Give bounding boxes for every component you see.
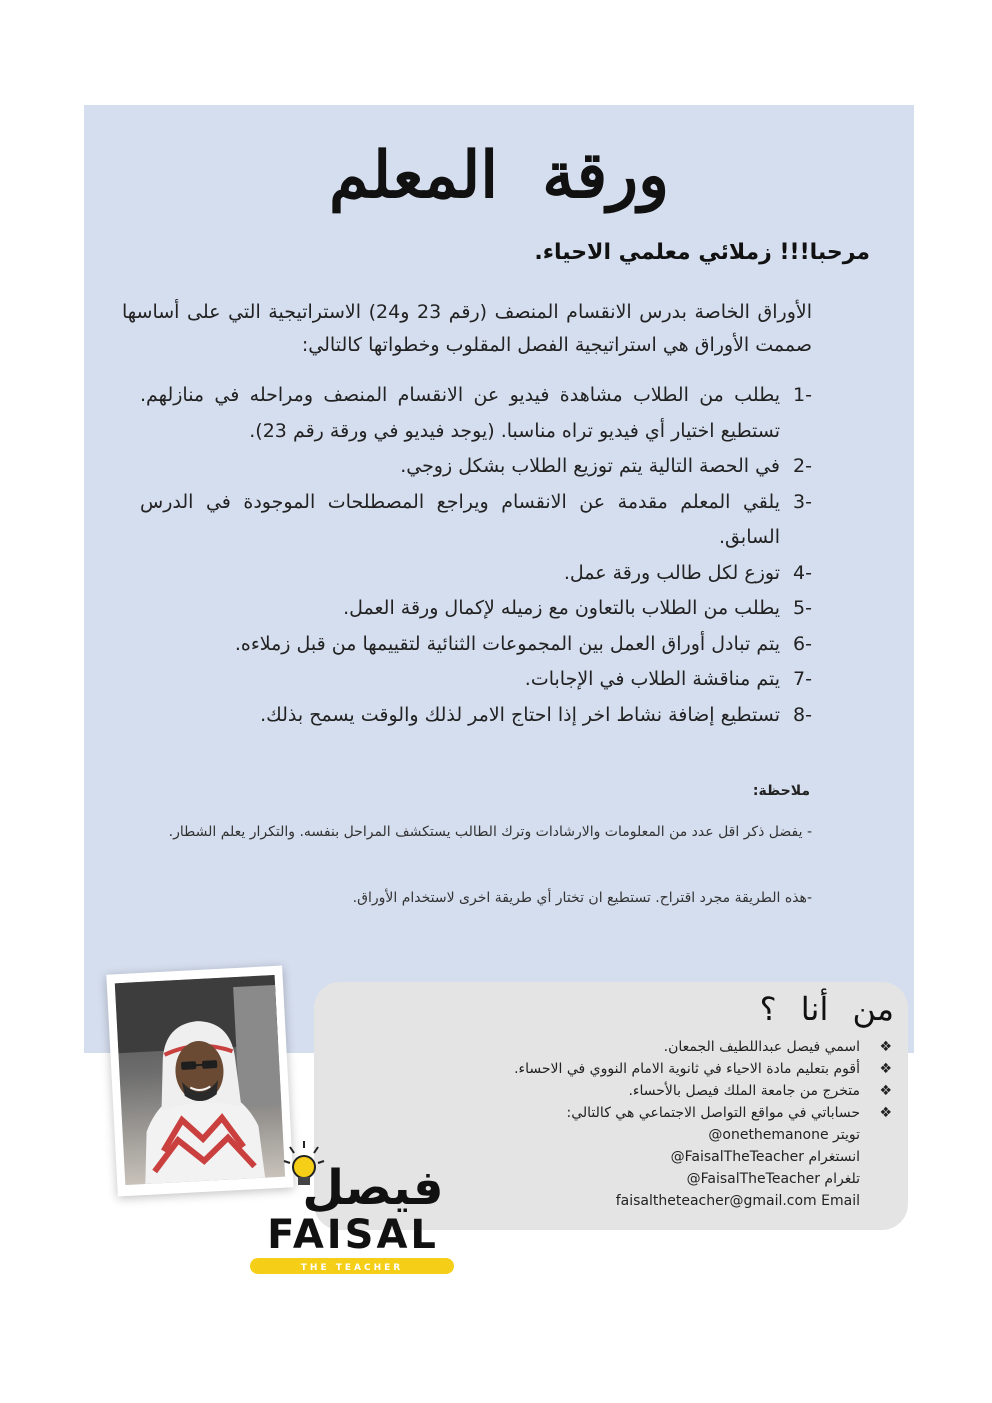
list-item (140, 485, 812, 556)
step-text: يطلب من الطلاب مشاهدة فيديو عن الانقسام المنصف ومراحله في منازلهم. تستطيع اختيار أي فيديو تراه مناسبا. (يوجد فيديو في ورقة رقم 23). (140, 384, 780, 442)
list-item (140, 627, 812, 663)
step-number: -3 (793, 490, 812, 513)
about-item-text: حساباتي في مواقع التواصل الاجتماعي هي كالتالي: (566, 1105, 860, 1121)
faisal-logo (248, 1138, 458, 1278)
steps-list (140, 378, 812, 733)
step-number: -2 (793, 455, 812, 477)
step-number: -8 (793, 703, 812, 726)
step-text: في الحصة التالية يتم توزيع الطلاب بشكل زوجي. (400, 455, 780, 477)
about-item-text: اسمي فيصل عبداللطيف الجمعان. (663, 1039, 860, 1055)
note-text: -هذه الطريقة مجرد اقتراح. تستطيع ان تختار أي طريقة اخرى لاستخدام الأوراق. (352, 890, 812, 906)
list-item (140, 556, 812, 592)
logo-latin: FAISAL (267, 1212, 439, 1258)
list-item (140, 378, 812, 449)
logo-arabic: فيصل (302, 1160, 444, 1216)
list-item (332, 1036, 892, 1058)
contact-telegram[interactable]: تلغرام FaisalTheTeacher@ (686, 1171, 860, 1187)
diamond-bullet-icon: ❖ (879, 1039, 892, 1055)
note-text: - يفضل ذكر اقل عدد من المعلومات والارشادات وترك الطالب يستكشف المراحل بنفسه. والتكرار يعلم الشطار. (168, 824, 812, 840)
about-title: من أنا ؟ (759, 990, 894, 1028)
diamond-bullet-icon: ❖ (879, 1105, 892, 1121)
step-text: يلقي المعلم مقدمة عن الانقسام ويراجع المصطلحات الموجودة في الدرس السابق. (140, 490, 780, 548)
greeting-heading: مرحبا!!! زملائي معلمي الاحياء. (534, 240, 870, 265)
step-number: -6 (793, 632, 812, 655)
step-number: -4 (793, 561, 812, 584)
page-title: ورقة المعلم (329, 138, 669, 213)
about-item-text: أقوم بتعليم مادة الاحياء في ثانوية الامام النووي في الاحساء. (514, 1061, 860, 1077)
list-item (140, 698, 812, 734)
diamond-bullet-icon: ❖ (879, 1061, 892, 1077)
list-item (332, 1080, 892, 1102)
step-text: يتم مناقشة الطلاب في الإجابات. (524, 668, 780, 690)
about-item-text: متخرج من جامعة الملك فيصل بالأحساء. (628, 1083, 860, 1099)
step-text: تستطيع إضافة نشاط اخر إذا احتاج الامر لذلك والوقت يسمح بذلك. (260, 703, 780, 726)
list-item (332, 1058, 892, 1080)
step-number: -5 (793, 597, 812, 619)
step-text: توزع لكل طالب ورقة عمل. (563, 561, 780, 584)
diamond-bullet-icon: ❖ (879, 1083, 892, 1099)
contact-email[interactable]: faisaltheteacher@gmail.com Email (615, 1193, 860, 1209)
step-number: -1 (793, 384, 812, 406)
intro-paragraph: الأوراق الخاصة بدرس الانقسام المنصف (رقم 23 و24) الاستراتيجية التي على أساسها صممت الأوراق هي استراتيجية الفصل المقلوب وخطواتها كالتالي: (122, 301, 812, 356)
step-text: يتم تبادل أوراق العمل بين المجموعات الثنائية لتقييمها من قبل زملاءه. (234, 632, 780, 655)
list-item (140, 591, 812, 627)
contact-instagram[interactable]: انستغرام FaisalTheTeacher@ (670, 1149, 860, 1165)
contact-twitter[interactable]: تويتر onethemanone@ (708, 1127, 860, 1143)
note-label: ملاحظة: (752, 783, 810, 799)
logo-tagline: THE TEACHER (300, 1263, 404, 1273)
list-item (332, 1102, 892, 1124)
list-item (140, 662, 812, 698)
step-number: -7 (793, 668, 812, 690)
step-text: يطلب من الطلاب بالتعاون مع زميله لإكمال ورقة العمل. (343, 597, 780, 619)
list-item (140, 449, 812, 485)
